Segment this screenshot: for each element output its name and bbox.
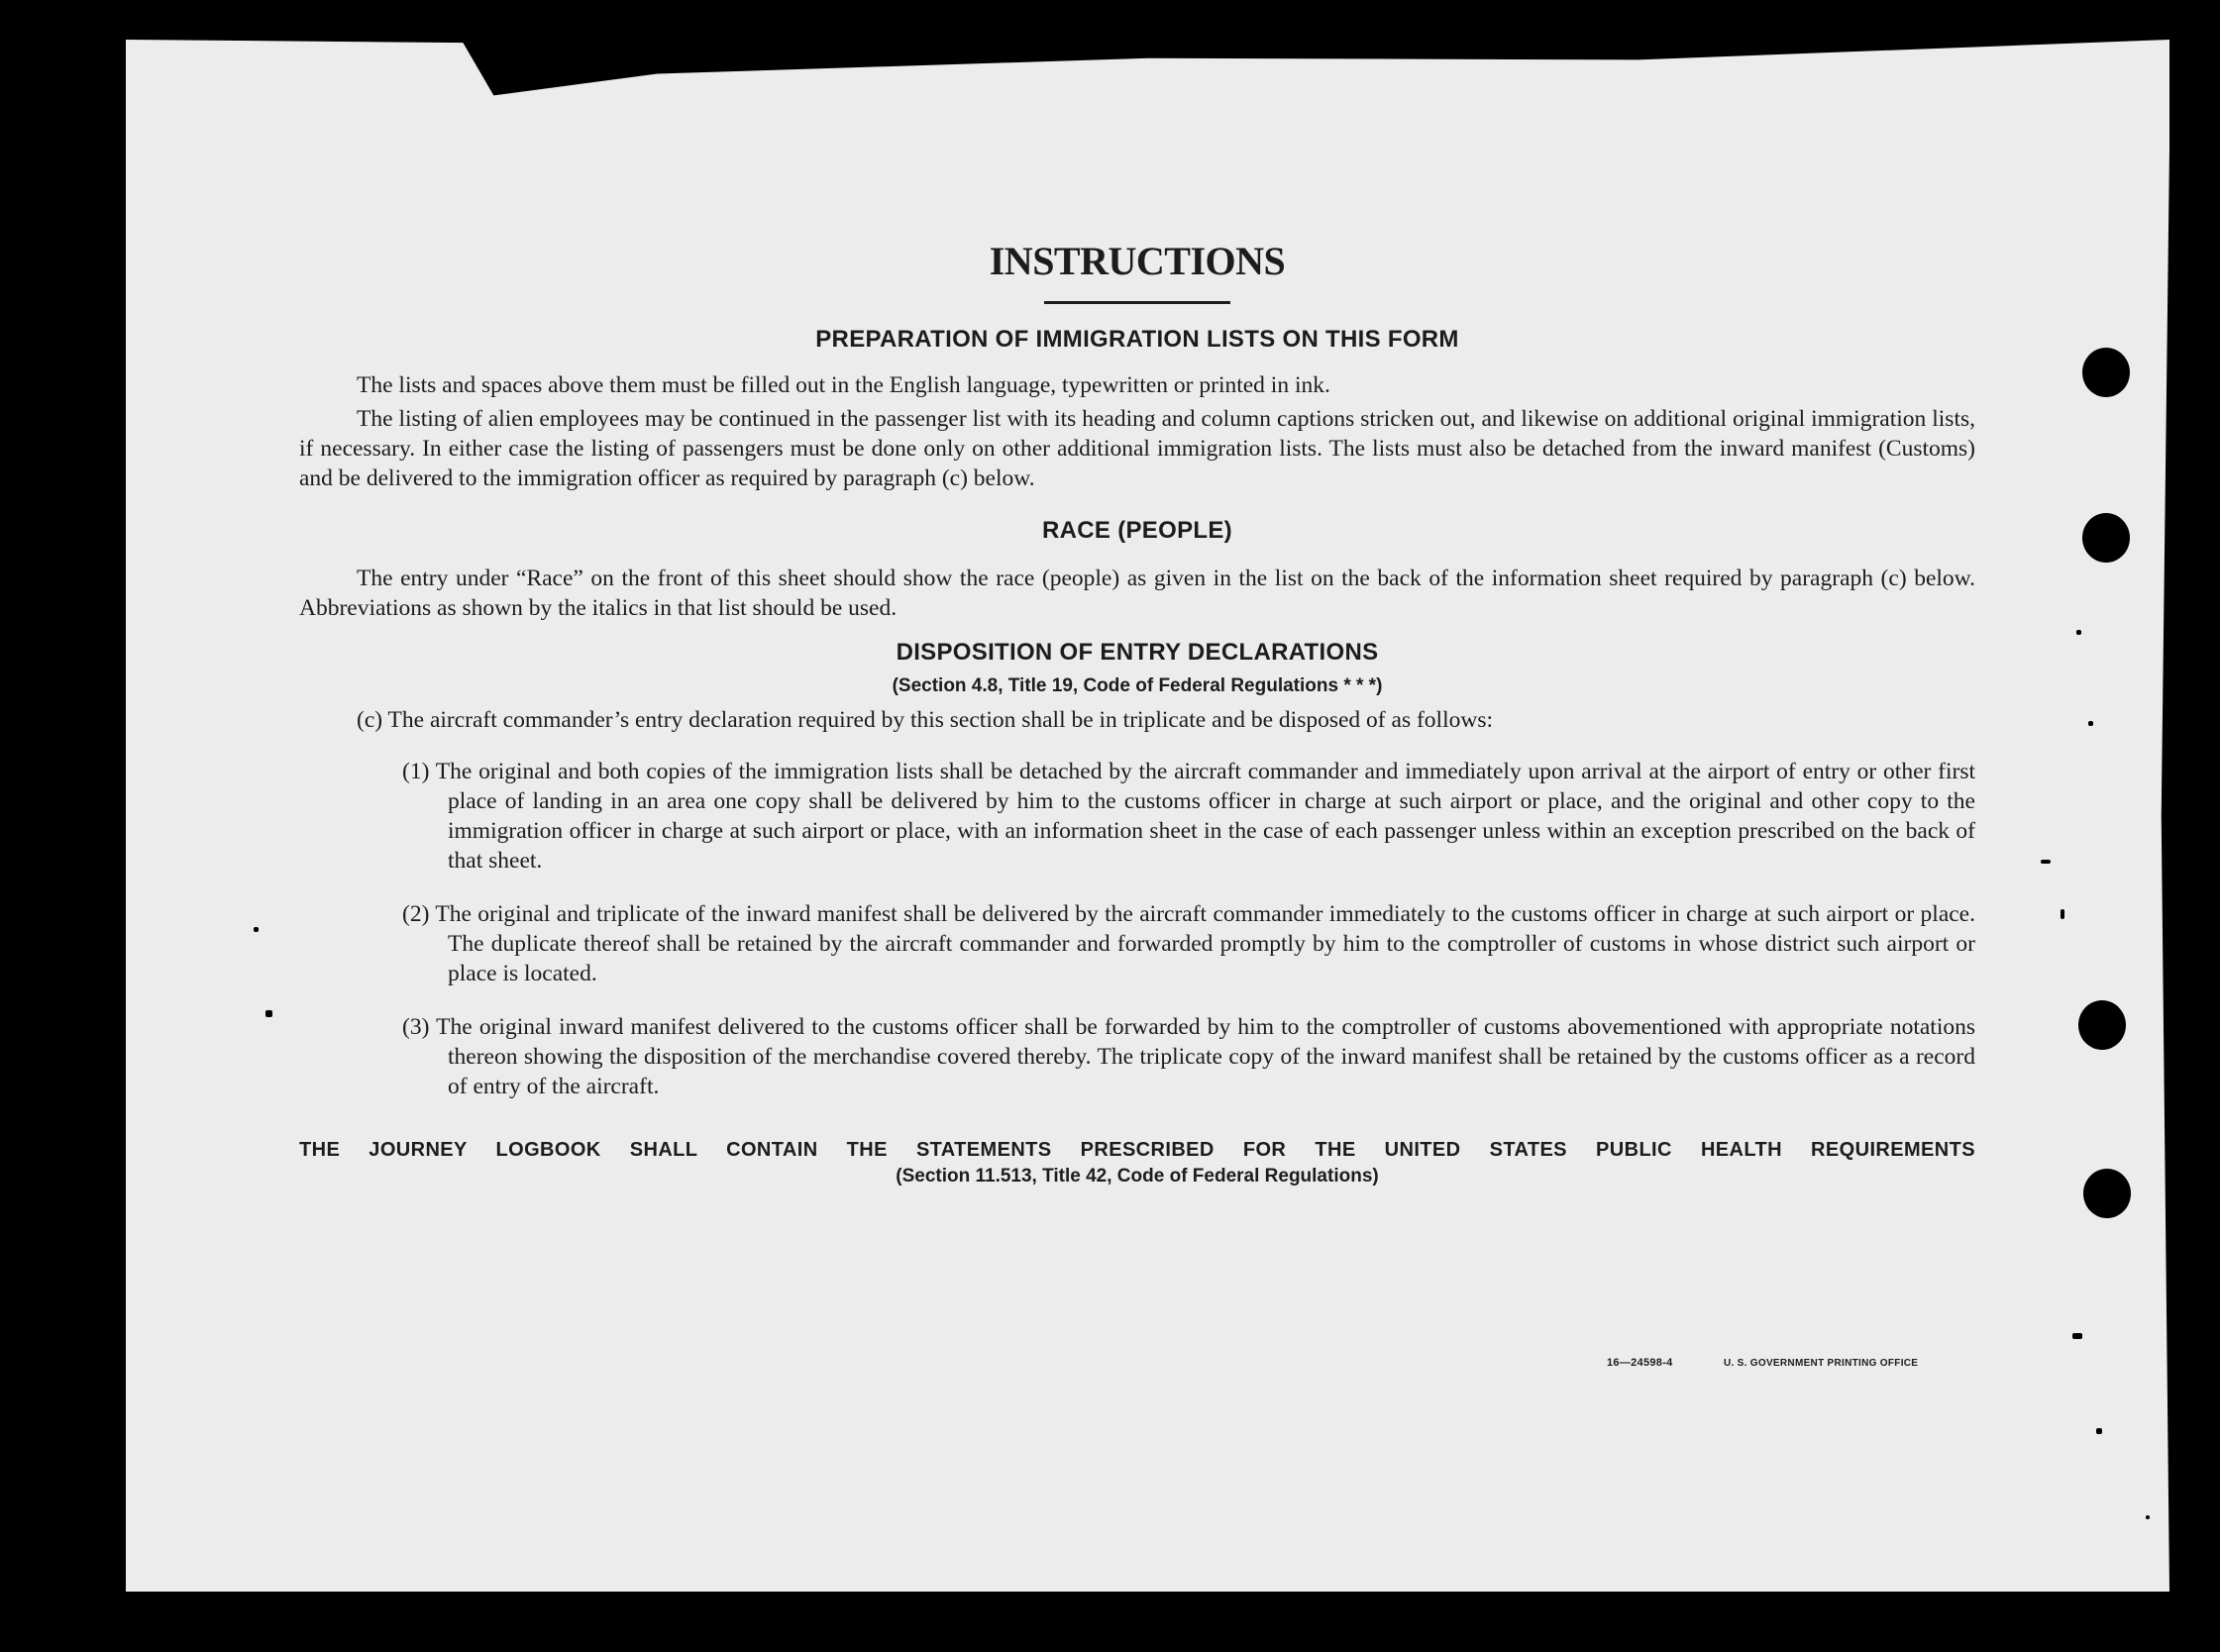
health-requirements-statement: THE JOURNEY LOGBOOK SHALL CONTAIN THE STATEMENTS PRESCRIBED FOR THE UNITED STATES PUBLIC HEALTH REQUIREMENTS <box>299 1139 1975 1162</box>
list-item: (1) The original and both copies of the immigration lists shall be detached by the aircraft commander and immediately upon arrival at the airport of entry or other first place of landing in an area one copy shall be delivered by him to the customs officer in charge at such airport or place, and the original and other copy to the immigration officer in charge at such airport or place, with an information sheet in the case of each passenger unless within an exception prescribed on the back of that sheet. <box>402 759 1975 875</box>
list-item: (3) The original inward manifest delivered to the customs officer shall be forwarded by him to the comptroller of customs abovementioned with appropriate notations thereon showing the disposition of the merchandise covered thereby. The triplicate copy of the inward manifest shall be retained by the customs officer as a record of entry of the aircraft. <box>402 1014 1975 1100</box>
speck <box>2041 860 2051 864</box>
instructions-content <box>299 238 1975 1189</box>
punch-hole-4 <box>2083 1169 2131 1218</box>
speck <box>2072 1333 2082 1339</box>
speck <box>2146 1515 2150 1519</box>
list-item: (2) The original and triplicate of the inward manifest shall be delivered by the aircraft commander immediately to the customs officer in charge at such airport or place. The duplicate thereof shall be retained by the aircraft commander and forwarded promptly by him to the comptroller of customs in whose district such airport or place is located. <box>402 901 1975 987</box>
health-requirements-citation: (Section 11.513, Title 42, Code of Federal Regulations) <box>896 1166 1379 1187</box>
title-underline <box>1044 301 1230 304</box>
page-title: INSTRUCTIONS <box>989 239 1286 283</box>
section-heading-disposition: DISPOSITION OF ENTRY DECLARATIONS <box>896 638 1379 666</box>
punch-hole-1 <box>2082 348 2130 397</box>
punch-hole-2 <box>2082 513 2130 563</box>
section-heading-race: RACE (PEOPLE) <box>1042 516 1232 544</box>
form-number: 16—24598-4 <box>1607 1357 1673 1369</box>
speck <box>2061 909 2064 919</box>
speck <box>2096 1428 2102 1434</box>
speck <box>2076 630 2081 635</box>
punch-hole-3 <box>2078 1000 2126 1050</box>
paragraph-c: (c) The aircraft commander’s entry declaration required by this section shall be in triplicate and be disposed of as follows: <box>357 707 1493 734</box>
speck <box>254 927 259 932</box>
paragraph: The listing of alien employees may be continued in the passenger list with its heading and column captions stricken out, and likewise on additional original immigration lists, if necessary. In either case the listing of passengers must be done only on other additional immigration lists. The lists must also be detached from the inward manifest (Customs) and be delivered to the immigration officer as required by paragraph (c) below. <box>299 405 1975 491</box>
paragraph: The entry under “Race” on the front of this sheet should show the race (people) as given in the list on the back of the information sheet required by paragraph (c) below. Abbreviations as shown by the italics in that list should be used. <box>299 565 1975 621</box>
speck <box>39 753 49 767</box>
section-citation: (Section 4.8, Title 19, Code of Federal Regulations * * *) <box>892 675 1383 697</box>
speck <box>2088 721 2093 726</box>
speck <box>265 1010 272 1017</box>
section-heading-preparation: PREPARATION OF IMMIGRATION LISTS ON THIS FORM <box>815 326 1459 353</box>
paragraph: The lists and spaces above them must be filled out in the English language, typewritten or printed in ink. <box>357 371 1330 398</box>
bleed-through-text <box>958 83 1208 113</box>
printer-imprint: U. S. GOVERNMENT PRINTING OFFICE <box>1724 1358 1919 1369</box>
